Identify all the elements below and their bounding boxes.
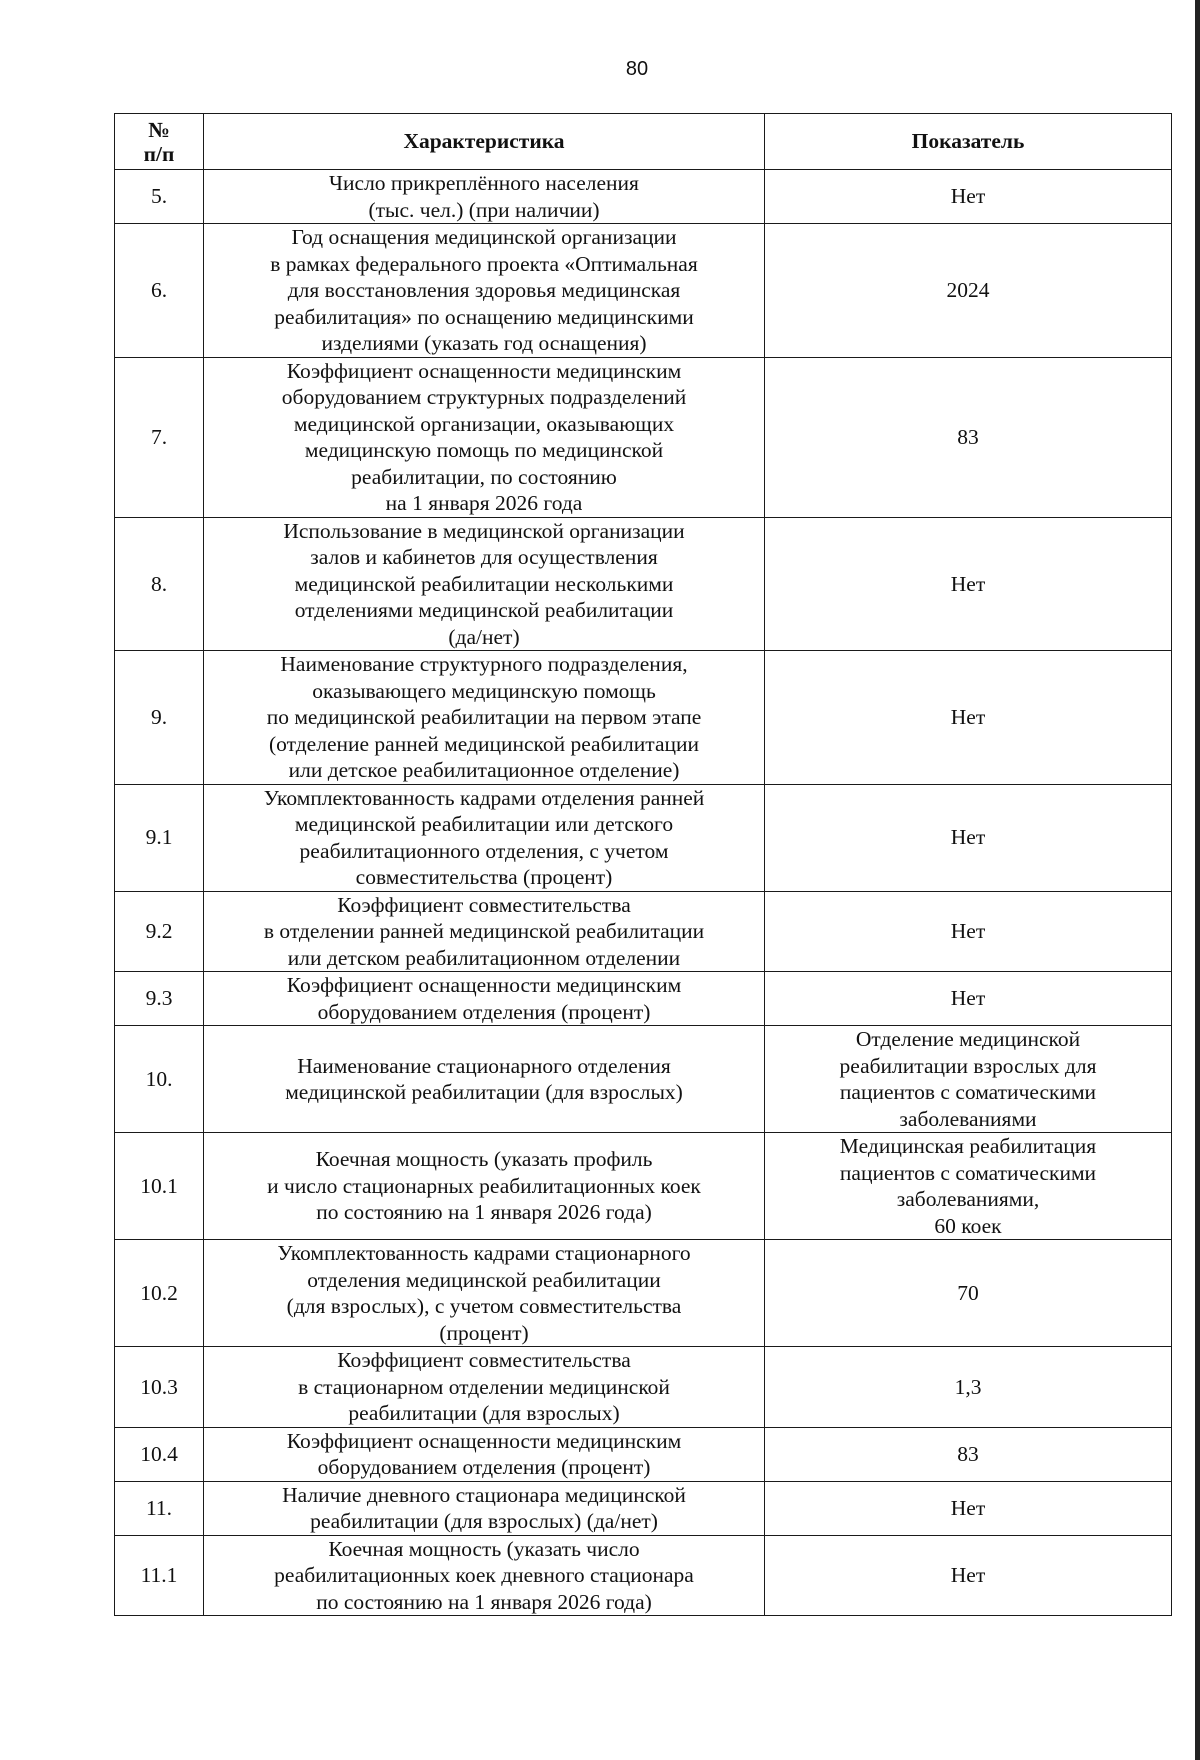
row-number-cell: 6. [115, 224, 204, 358]
row-number-cell: 9.3 [115, 972, 204, 1026]
row-number-cell: 11.1 [115, 1535, 204, 1616]
characteristics-table [114, 113, 1172, 1616]
row-characteristic-cell: Наименование структурного подразделения, оказывающего медицинскую помощь по медицинской реабилитации на первом этапе (отделение ранней медицинской реабилитации или детское реабилитационное отделение) [204, 651, 765, 785]
row-value-cell: 70 [765, 1240, 1172, 1347]
row-value-cell: 83 [765, 357, 1172, 517]
table-row [115, 784, 1172, 891]
row-characteristic-cell: Коэффициент оснащенности медицинским оборудованием отделения (процент) [204, 972, 765, 1026]
table-row [115, 1347, 1172, 1428]
header-characteristic: Характеристика [204, 114, 765, 170]
row-characteristic-cell: Наименование стационарного отделения медицинской реабилитации (для взрослых) [204, 1026, 765, 1133]
row-value-cell: 83 [765, 1427, 1172, 1481]
row-value-cell: Нет [765, 891, 1172, 972]
row-number-cell: 7. [115, 357, 204, 517]
row-value-cell: Нет [765, 784, 1172, 891]
row-characteristic-cell: Укомплектованность кадрами стационарного отделения медицинской реабилитации (для взрослых), с учетом совместительства (процент) [204, 1240, 765, 1347]
page-number: 80 [625, 58, 649, 80]
row-value-cell: Нет [765, 972, 1172, 1026]
table-row [115, 1240, 1172, 1347]
table-row [115, 1133, 1172, 1240]
table-row [115, 517, 1172, 651]
row-characteristic-cell: Коечная мощность (указать профиль и число стационарных реабилитационных коек по состоянию на 1 января 2026 года) [204, 1133, 765, 1240]
row-characteristic-cell: Коэффициент совместительства в стационарном отделении медицинской реабилитации (для взрослых) [204, 1347, 765, 1428]
row-number-cell: 10.1 [115, 1133, 204, 1240]
row-number-cell: 10. [115, 1026, 204, 1133]
row-value-cell: Нет [765, 1535, 1172, 1616]
row-characteristic-cell: Год оснащения медицинской организации в рамках федерального проекта «Оптимальная для восстановления здоровья медицинская реабилитация» по оснащению медицинскими изделиями (указать год оснащения) [204, 224, 765, 358]
row-value-cell: 1,3 [765, 1347, 1172, 1428]
row-characteristic-cell: Коэффициент совместительства в отделении ранней медицинской реабилитации или детском реабилитационном отделении [204, 891, 765, 972]
row-characteristic-cell: Коэффициент оснащенности медицинским оборудованием структурных подразделений медицинской организации, оказывающих медицинскую помощь по медицинской реабилитации, по состоянию на 1 января 2026 года [204, 357, 765, 517]
row-characteristic-cell: Укомплектованность кадрами отделения ранней медицинской реабилитации или детского реабилитационного отделения, с учетом совместительства (процент) [204, 784, 765, 891]
table-row [115, 1481, 1172, 1535]
table-body [115, 170, 1172, 1616]
row-number-cell: 10.4 [115, 1427, 204, 1481]
table-row [115, 972, 1172, 1026]
row-number-cell: 9.1 [115, 784, 204, 891]
row-value-cell: Отделение медицинской реабилитации взрослых для пациентов с соматическими заболеваниями [765, 1026, 1172, 1133]
row-value-cell: 2024 [765, 224, 1172, 358]
row-value-cell: Нет [765, 517, 1172, 651]
row-characteristic-cell: Число прикреплённого населения (тыс. чел.) (при наличии) [204, 170, 765, 224]
row-value-cell: Медицинская реабилитация пациентов с соматическими заболеваниями, 60 коек [765, 1133, 1172, 1240]
table-header [115, 114, 1172, 170]
row-value-cell: Нет [765, 170, 1172, 224]
table-row [115, 170, 1172, 224]
table-row [115, 1535, 1172, 1616]
table-row [115, 357, 1172, 517]
header-value: Показатель [765, 114, 1172, 170]
table-row [115, 1026, 1172, 1133]
row-value-cell: Нет [765, 1481, 1172, 1535]
table-row [115, 1427, 1172, 1481]
header-row [115, 114, 1172, 170]
row-characteristic-cell: Использование в медицинской организации залов и кабинетов для осуществления медицинской реабилитации несколькими отделениями медицинской реабилитации (да/нет) [204, 517, 765, 651]
row-number-cell: 11. [115, 1481, 204, 1535]
table-row [115, 891, 1172, 972]
row-number-cell: 5. [115, 170, 204, 224]
row-characteristic-cell: Коэффициент оснащенности медицинским оборудованием отделения (процент) [204, 1427, 765, 1481]
row-number-cell: 10.2 [115, 1240, 204, 1347]
row-number-cell: 8. [115, 517, 204, 651]
row-characteristic-cell: Наличие дневного стационара медицинской реабилитации (для взрослых) (да/нет) [204, 1481, 765, 1535]
row-value-cell: Нет [765, 651, 1172, 785]
row-number-cell: 9. [115, 651, 204, 785]
row-characteristic-cell: Коечная мощность (указать число реабилитационных коек дневного стационара по состоянию на 1 января 2026 года) [204, 1535, 765, 1616]
header-number: № п/п [115, 114, 204, 170]
table-row [115, 224, 1172, 358]
table-row [115, 651, 1172, 785]
page-edge-shadow [1195, 0, 1200, 1760]
row-number-cell: 10.3 [115, 1347, 204, 1428]
row-number-cell: 9.2 [115, 891, 204, 972]
